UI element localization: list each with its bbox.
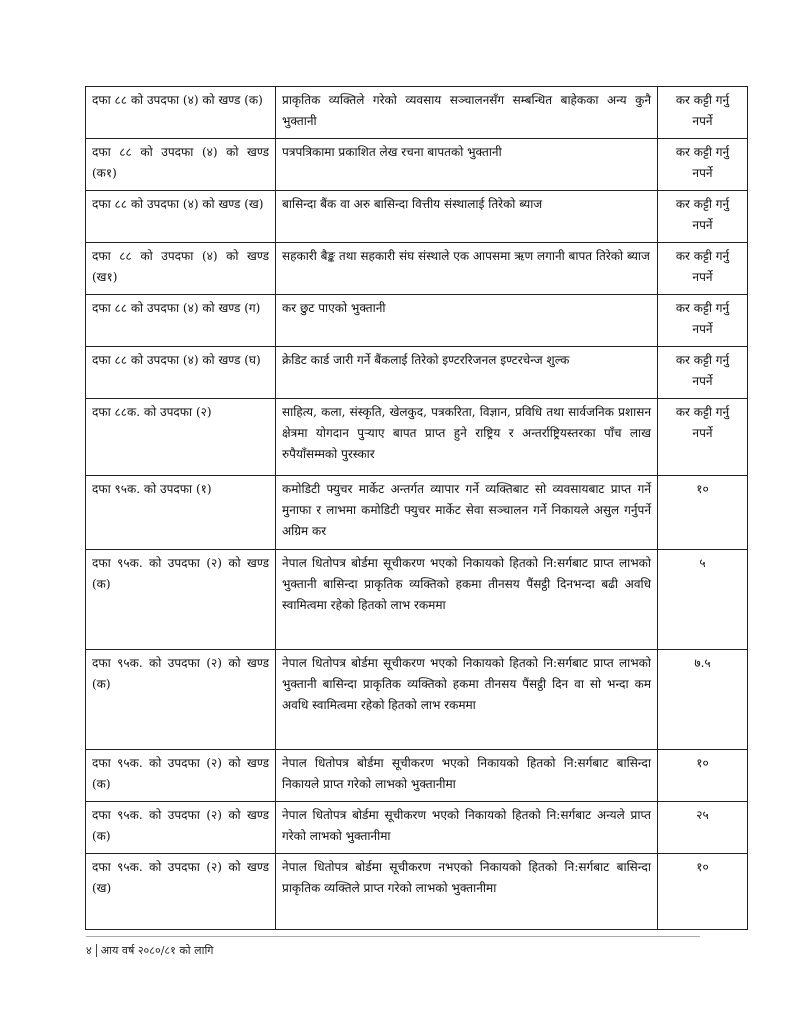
section-reference: दफा ९५क. को उपदफा (२) को खण्ड (क)	[86, 650, 276, 750]
payment-description: साहित्य, कला, संस्कृति, खेलकुद, पत्रकरिता, विज्ञान, प्रविधि तथा सार्वजनिक प्रशासन क्षेत्रमा योगदान पुऱ्याए बापत प्राप्त हुने राष्ट्रिय र अन्तर्राष्ट्रियस्तरका पाँच लाख रुपैयाँसम्मको पुरस्कार	[276, 399, 658, 476]
payment-description: नेपाल धितोपत्र बोर्डमा सूचीकरण नभएको निकायको हितको नि:सर्गबाट बासिन्दा प्राकृतिक व्यक्तिले प्राप्त गरेको लाभको भुक्तानीमा	[276, 854, 658, 930]
section-reference: दफा ९५क. को उपदफा (२) को खण्ड (क)	[86, 802, 276, 854]
payment-description: नेपाल धितोपत्र बोर्डमा सूचीकरण भएको निकायको हितको नि:सर्गबाट प्राप्त लाभको भुक्तानी बासिन्दा प्राकृतिक व्यक्तिको हकमा तीनसय पैंसट्ठी दिनभन्दा बढी अवधि स्वामित्वमा रहेको हितको लाभ रकममा	[276, 550, 658, 650]
table-row	[86, 854, 748, 930]
tax-rate: २५	[658, 802, 748, 854]
table-row	[86, 139, 748, 191]
section-reference: दफा ९५क. को उपदफा (२) को खण्ड (क)	[86, 750, 276, 802]
payment-description: नेपाल धितोपत्र बोर्डमा सूचीकरण भएको निकायको हितको नि:सर्गबाट अन्यले प्राप्त गरेको लाभको भुक्तानीमा	[276, 802, 658, 854]
table-row	[86, 191, 748, 243]
tax-rate: कर कट्टी गर्नु नपर्ने	[658, 399, 748, 476]
section-reference: दफा ८८ को उपदफा (४) को खण्ड (ख१)	[86, 243, 276, 295]
footer-text: आय वर्ष २०८०/८१ को लागि	[96, 944, 214, 957]
tax-rate-table	[85, 86, 748, 930]
tax-rate: १०	[658, 476, 748, 550]
page-number: ४	[86, 944, 92, 957]
table-row	[86, 399, 748, 476]
table-row	[86, 295, 748, 347]
section-reference: दफा ८८ को उपदफा (४) को खण्ड (घ)	[86, 347, 276, 399]
table-row	[86, 243, 748, 295]
payment-description: कर छुट पाएको भुक्तानी	[276, 295, 658, 347]
table-row	[86, 802, 748, 854]
payment-description: क्रेडिट कार्ड जारी गर्ने बैंकलाई तिरेको इण्टररिजनल इण्टरचेन्ज शुल्क	[276, 347, 658, 399]
section-reference: दफा ८८क. को उपदफा (२)	[86, 399, 276, 476]
payment-description: सहकारी बैङ्क तथा सहकारी संघ संस्थाले एक आपसमा ऋण लगानी बापत तिरेको ब्याज	[276, 243, 658, 295]
table-row	[86, 550, 748, 650]
tax-rate: कर कट्टी गर्नु नपर्ने	[658, 87, 748, 139]
payment-description: नेपाल धितोपत्र बोर्डमा सूचीकरण भएको निकायको हितको नि:सर्गबाट बासिन्दा निकायले प्राप्त गरेको लाभको भुक्तानीमा	[276, 750, 658, 802]
tax-rate: कर कट्टी गर्नु नपर्ने	[658, 191, 748, 243]
tax-rate: कर कट्टी गर्नु नपर्ने	[658, 347, 748, 399]
payment-description: नेपाल धितोपत्र बोर्डमा सूचीकरण भएको निकायको हितको नि:सर्गबाट प्राप्त लाभको भुक्तानी बासिन्दा प्राकृतिक व्यक्तिको हकमा तीनसय पैंसट्ठी दिन वा सो भन्दा कम अवधि स्वामित्वमा रहेको हितको लाभ रकममा	[276, 650, 658, 750]
payment-description: पत्रपत्रिकामा प्रकाशित लेख रचना बापतको भुक्तानी	[276, 139, 658, 191]
table-row	[86, 347, 748, 399]
section-reference: दफा ९५क. को उपदफा (२) को खण्ड (ख)	[86, 854, 276, 930]
payment-description: प्राकृतिक व्यक्तिले गरेको व्यवसाय सञ्चालनसँग सम्बन्धित बाहेकका अन्य कुनै भुक्तानी	[276, 87, 658, 139]
tax-rate: ७.५	[658, 650, 748, 750]
tax-rate: ५	[658, 550, 748, 650]
tax-rate: कर कट्टी गर्नु नपर्ने	[658, 243, 748, 295]
table-row	[86, 650, 748, 750]
section-reference: दफा ८८ को उपदफा (४) को खण्ड (ख)	[86, 191, 276, 243]
tax-rate: कर कट्टी गर्नु नपर्ने	[658, 139, 748, 191]
section-reference: दफा ८८ को उपदफा (४) को खण्ड (क)	[86, 87, 276, 139]
section-reference: दफा ९५क. को उपदफा (२) को खण्ड (क)	[86, 550, 276, 650]
table-row	[86, 750, 748, 802]
tax-rate: १०	[658, 854, 748, 930]
table-row	[86, 87, 748, 139]
tax-rate: कर कट्टी गर्नु नपर्ने	[658, 295, 748, 347]
section-reference: दफा ८८ को उपदफा (४) को खण्ड (ग)	[86, 295, 276, 347]
tax-rate: १०	[658, 750, 748, 802]
page-footer	[86, 936, 700, 958]
payment-description: कमोडिटी फ्युचर मार्केट अन्तर्गत व्यापार गर्ने व्यक्तिबाट सो व्यवसायबाट प्राप्त गर्ने मुनाफा र लाभमा कमोडिटी फ्युचर मार्केट सेवा सञ्चालन गर्ने निकायले असुल गर्नुपर्ने अग्रिम कर	[276, 476, 658, 550]
section-reference: दफा ९५क. को उपदफा (१)	[86, 476, 276, 550]
table-row	[86, 476, 748, 550]
payment-description: बासिन्दा बैंक वा अरु बासिन्दा वित्तीय संस्थालाई तिरेको ब्याज	[276, 191, 658, 243]
section-reference: दफा ८८ को उपदफा (४) को खण्ड (क१)	[86, 139, 276, 191]
